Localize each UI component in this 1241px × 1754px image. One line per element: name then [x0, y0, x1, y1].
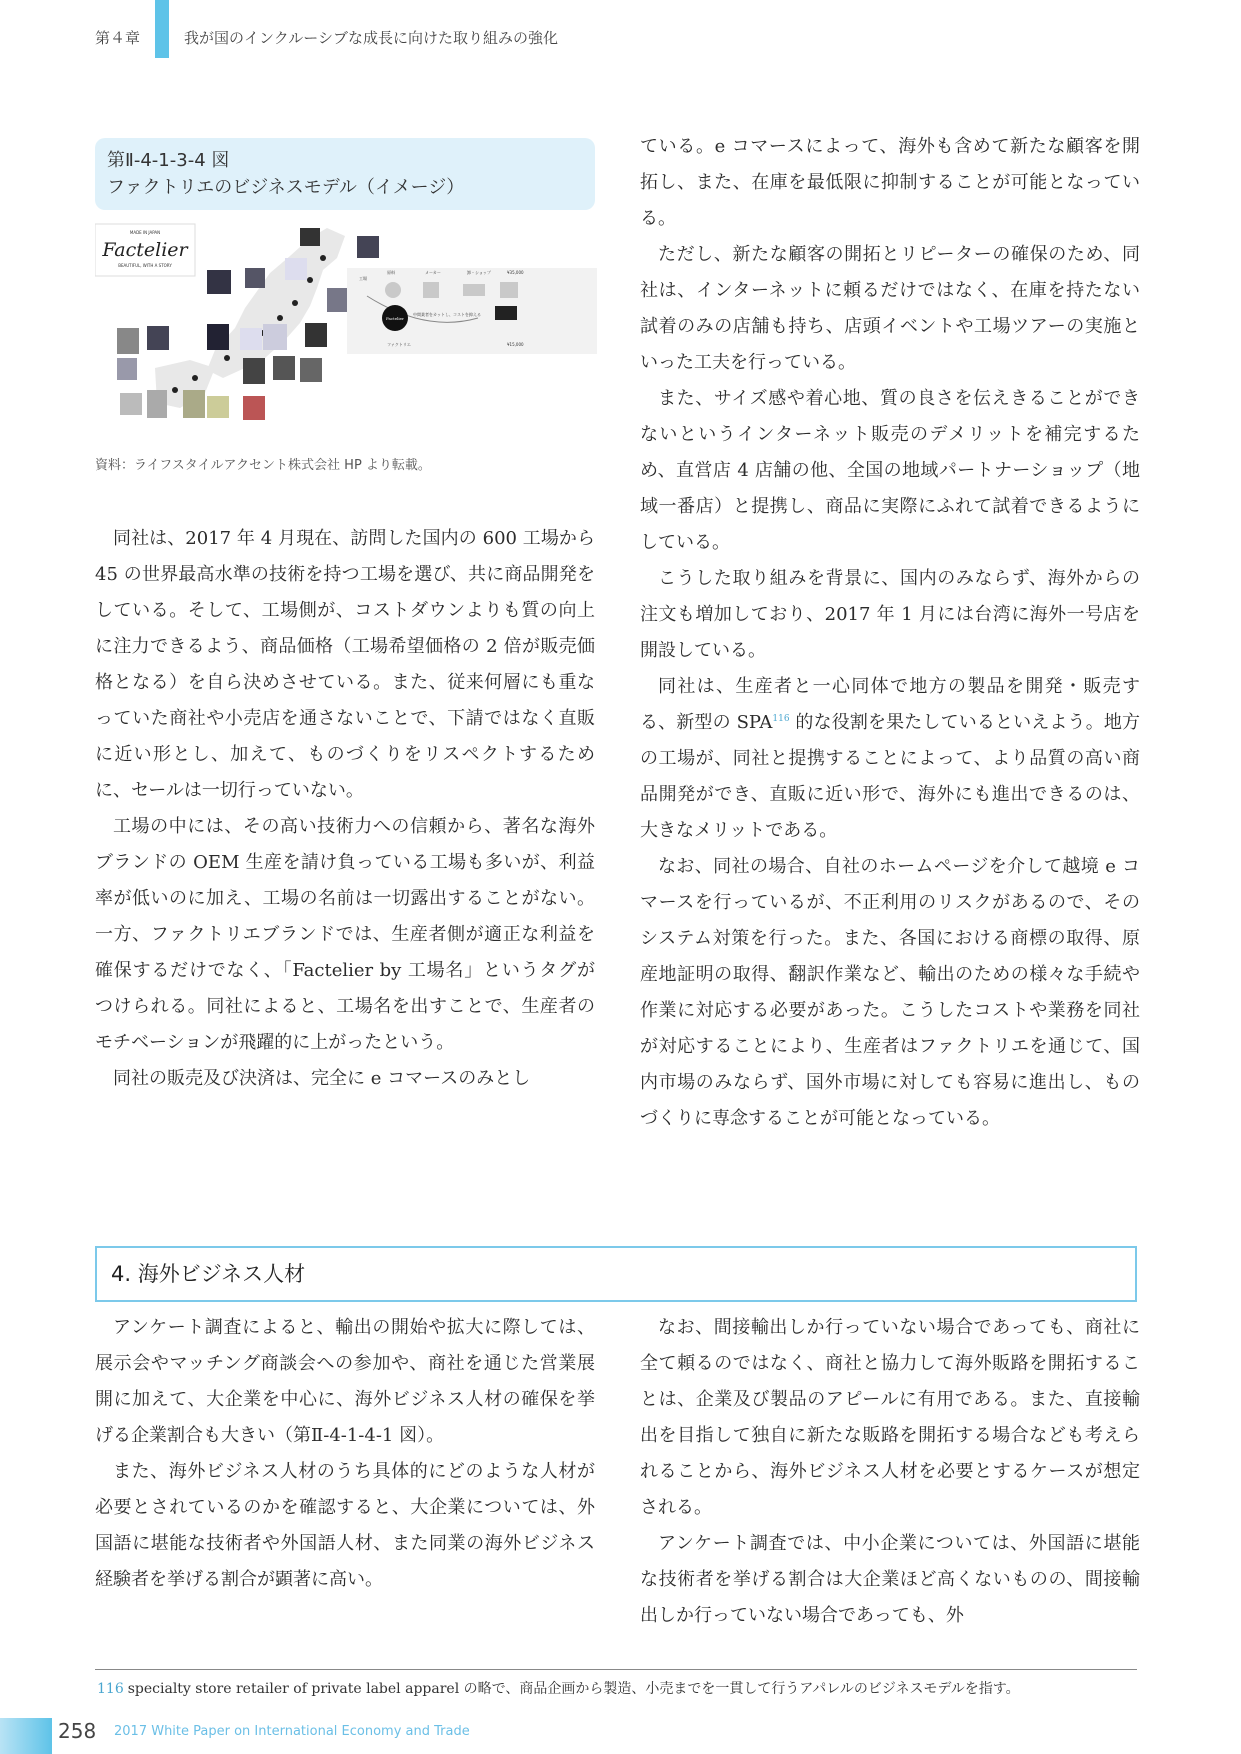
paragraph: なお、同社の場合、自社のホームページを介して越境 e コマースを行っているが、不正利用のリスクがあるので、そのシステム対策を行った。また、各国における商標の取得、原産地証明の取得、翻訳作業など、輸出のための様々な手続や作業に対応する必要があった。こうしたコストや業務を同社が対応することにより、生産者はファクトリエを通じて、国内市場のみならず、国外市場に対しても容易に進出し、ものづくりに専念することが可能となっている。	[640, 856, 1140, 1129]
body-left-column	[95, 521, 595, 1097]
paragraph: 工場の中には、その高い技術力への信頼から、著名な海外ブランドの OEM 生産を請け負っている工場も多いが、利益率が低いのに加え、工場の名前は一切露出することがない。一方、ファクトリエブランドでは、生産者側が適正な利益を確保するだけでなく、「Factelier by 工場名」というタグがつけられる。同社によると、工場名を出すことで、生産者のモチベーションが飛躍的に上がったという。	[95, 816, 595, 1053]
paragraph: アンケート調査では、中小企業については、外国語に堪能な技術者を挙げる割合は大企業ほど高くないものの、間接輸出しか行っていない場合であっても、外	[640, 1533, 1140, 1626]
logo-tagline-top: MADE IN JAPAN	[129, 230, 161, 235]
publication-title: 2017 White Paper on International Economy and Trade	[114, 1724, 470, 1739]
paragraph: また、海外ビジネス人材のうち具体的にどのような人材が必要とされているのかを確認すると、大企業については、外国語に堪能な技術者や外国語人材、また同業の海外ビジネス経験者を挙げる割合が顕著に高い。	[95, 1461, 595, 1590]
model-product-icon	[495, 306, 517, 320]
section-right-column	[640, 1310, 1140, 1634]
body-right-column	[640, 129, 1140, 1137]
logo-tagline-bottom: BEAUTIFUL, WITH A STORY	[118, 263, 172, 268]
section-left-column	[95, 1310, 595, 1598]
figure-image	[95, 218, 600, 448]
model-bottom-label: ファクトリエ	[387, 342, 411, 347]
paragraph: なお、間接輸出しか行っていない場合であっても、商社に全て頼るのではなく、商社と協力して海外販路を開拓することは、企業及び製品のアピールに有用である。また、直接輸出を目指して独自に新たな販路を開拓する場合なども考えられることから、海外ビジネス人材を必要とするケースが想定される。	[640, 1317, 1140, 1518]
paragraph: ている。e コマースによって、海外も含めて新たな顧客を開拓し、また、在庫を最低限に抑制することが可能となっている。	[640, 136, 1140, 229]
figure-number: 第Ⅱ-4-1-3-4 図	[107, 150, 230, 171]
paragraph-with-footnote	[640, 669, 1140, 849]
paragraph-text: 同社は、生産者と一心同体で地方の製品を開発・販売する、新型の SPA	[640, 676, 1140, 733]
model-label-material: 原料	[387, 270, 395, 275]
figure-source: 資料：ライフスタイルアクセント株式会社 HP より転載。	[95, 458, 431, 473]
chapter-title: 我が国のインクルーシブな成長に向けた取り組みの強化	[184, 29, 558, 47]
footnote	[97, 1678, 1020, 1698]
model-label-shop: 卸・ショップ	[467, 270, 491, 275]
model-center-label: Factelier	[386, 316, 404, 321]
paragraph: また、サイズ感や着心地、質の良さを伝えきることができないというインターネット販売のデメリットを補完するため、直営店 4 店舗の他、全国の地域パートナーショップ（地域一番店）と提携し、商品に実際にふれて試着できるようにしている。	[640, 388, 1140, 553]
section-heading: 4. 海外ビジネス人材	[95, 1246, 1137, 1302]
footnote-number: 116	[97, 1681, 124, 1697]
chapter-label: 第４章	[95, 29, 141, 47]
model-note: 中間業者をカットし、コストを抑える	[413, 312, 481, 317]
paragraph: 同社の販売及び決済は、完全に e コマースのみとし	[113, 1068, 531, 1089]
paragraph: こうした取り組みを背景に、国内のみならず、海外からの注文も増加しており、2017 年 1 月には台湾に海外一号店を開設している。	[640, 568, 1140, 661]
figure-title: ファクトリエのビジネスモデル（イメージ）	[107, 177, 465, 198]
figure-caption-box	[95, 138, 595, 210]
header-accent-bar	[155, 0, 169, 58]
footnote-reference[interactable]: 116	[772, 714, 790, 724]
paragraph: 同社は、2017 年 4 月現在、訪問した国内の 600 工場から 45 の世界最高水準の技術を持つ工場を選び、共に商品開発をしている。そして、工場側が、コストダウンよりも質の向上に注力できるよう、商品価格（工場希望価格の 2 倍が販売価格となる）を自ら決めさせている。また、従来何層にも重なっていた商社や小売店を通さないことで、下請ではなく直販に近い形とし、加えて、ものづくりをリスペクトするために、セールは一切行っていない。	[95, 528, 595, 801]
model-price-top: ¥35,000	[507, 270, 524, 275]
footnote-text: specialty store retailer of private label apparel の略で、商品企画から製造、小売までを一貫して行うアパレルのビジネスモデルを指す。	[127, 1681, 1020, 1697]
paragraph-text: 的な役割を果たしているといえよう。地方の工場が、同社と提携することによって、より品質の高い商品開発ができ、直販に近い形で、海外にも進出できるのは、大きなメリットである。	[640, 712, 1140, 841]
paragraph: アンケート調査によると、輸出の開始や拡大に際しては、展示会やマッチング商談会への参加や、商社を通じた営業展開に加えて、大企業を中心に、海外ビジネス人材の確保を挙げる企業割合も大きい（第Ⅱ-4-1-4-1 図）。	[95, 1317, 595, 1446]
factelier-logo: Factelier	[102, 239, 188, 261]
model-factory-label: 工場	[359, 276, 367, 281]
footnote-divider	[95, 1669, 1137, 1670]
model-price-bottom: ¥15,000	[507, 342, 524, 347]
model-label-maker: メーカー	[425, 270, 441, 275]
footer-accent-bar	[0, 1718, 52, 1754]
paragraph: ただし、新たな顧客の開拓とリピーターの確保のため、同社は、インターネットに頼るだけではなく、在庫を持たない試着のみの店舗も持ち、店頭イベントや工場ツアーの実施といった工夫を行っている。	[640, 244, 1140, 373]
page-number: 258	[58, 1719, 97, 1743]
